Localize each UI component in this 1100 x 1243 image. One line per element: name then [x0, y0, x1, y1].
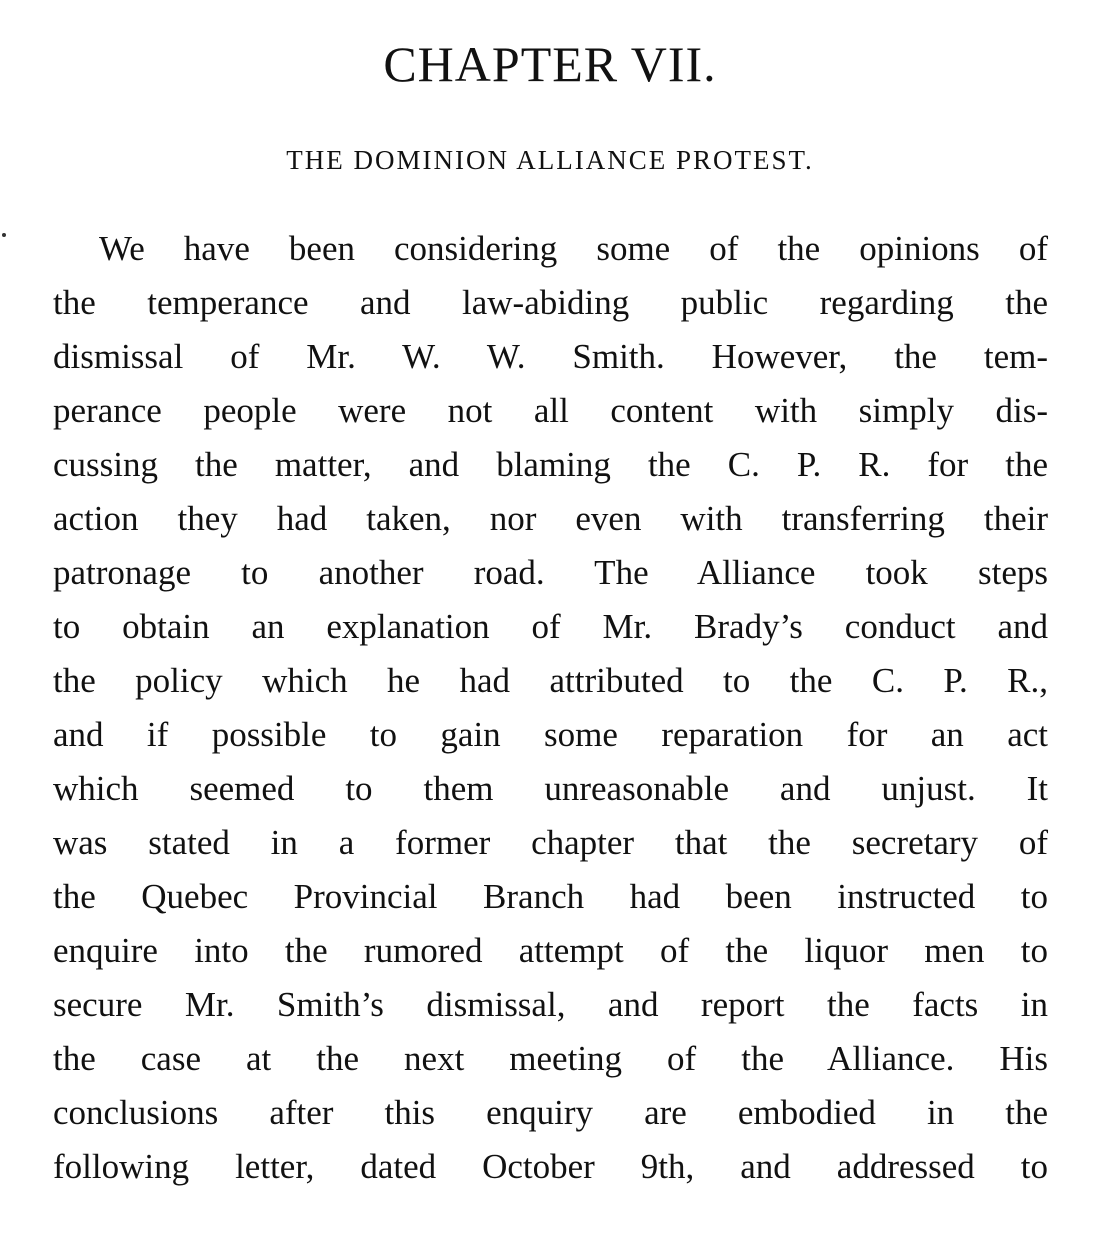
text-line: dismissal of Mr. W. W. Smith. However, the tem- — [53, 337, 1048, 376]
text-line: the Quebec Provincial Branch had been instructed to — [53, 877, 1048, 916]
text-line: cussing the matter, and blaming the C. P. R. for the — [53, 445, 1048, 484]
text-line: secure Mr. Smith’s dismissal, and report the facts in — [53, 985, 1048, 1024]
text-line: conclusions after this enquiry are embodied in the — [53, 1093, 1048, 1132]
text-line: which seemed to them unreasonable and unjust. It — [53, 769, 1048, 808]
text-line: action they had taken, nor even with transferring their — [53, 499, 1048, 538]
text-line: to obtain an explanation of Mr. Brady’s conduct and — [53, 607, 1048, 646]
text-line: We have been considering some of the opinions of — [99, 229, 1048, 268]
text-line: patronage to another road. The Alliance took steps — [53, 553, 1048, 592]
chapter-heading: CHAPTER VII. — [383, 36, 717, 92]
chapter-subtitle: THE DOMINION ALLIANCE PROTEST. — [286, 145, 814, 175]
text-line: perance people were not all content with simply dis- — [53, 391, 1048, 430]
text-line: and if possible to gain some reparation for an act — [53, 715, 1048, 754]
body-paragraph — [53, 222, 1048, 1194]
margin-speck — [2, 233, 6, 237]
text-line: the policy which he had attributed to the C. P. R., — [53, 661, 1048, 700]
text-line: the temperance and law-abiding public regarding the — [53, 283, 1048, 322]
text-line: was stated in a former chapter that the secretary of — [53, 823, 1048, 862]
text-line: the case at the next meeting of the Alliance. His — [53, 1039, 1048, 1078]
text-line: following letter, dated October 9th, and addressed to — [53, 1147, 1048, 1186]
text-line: enquire into the rumored attempt of the liquor men to — [53, 931, 1048, 970]
